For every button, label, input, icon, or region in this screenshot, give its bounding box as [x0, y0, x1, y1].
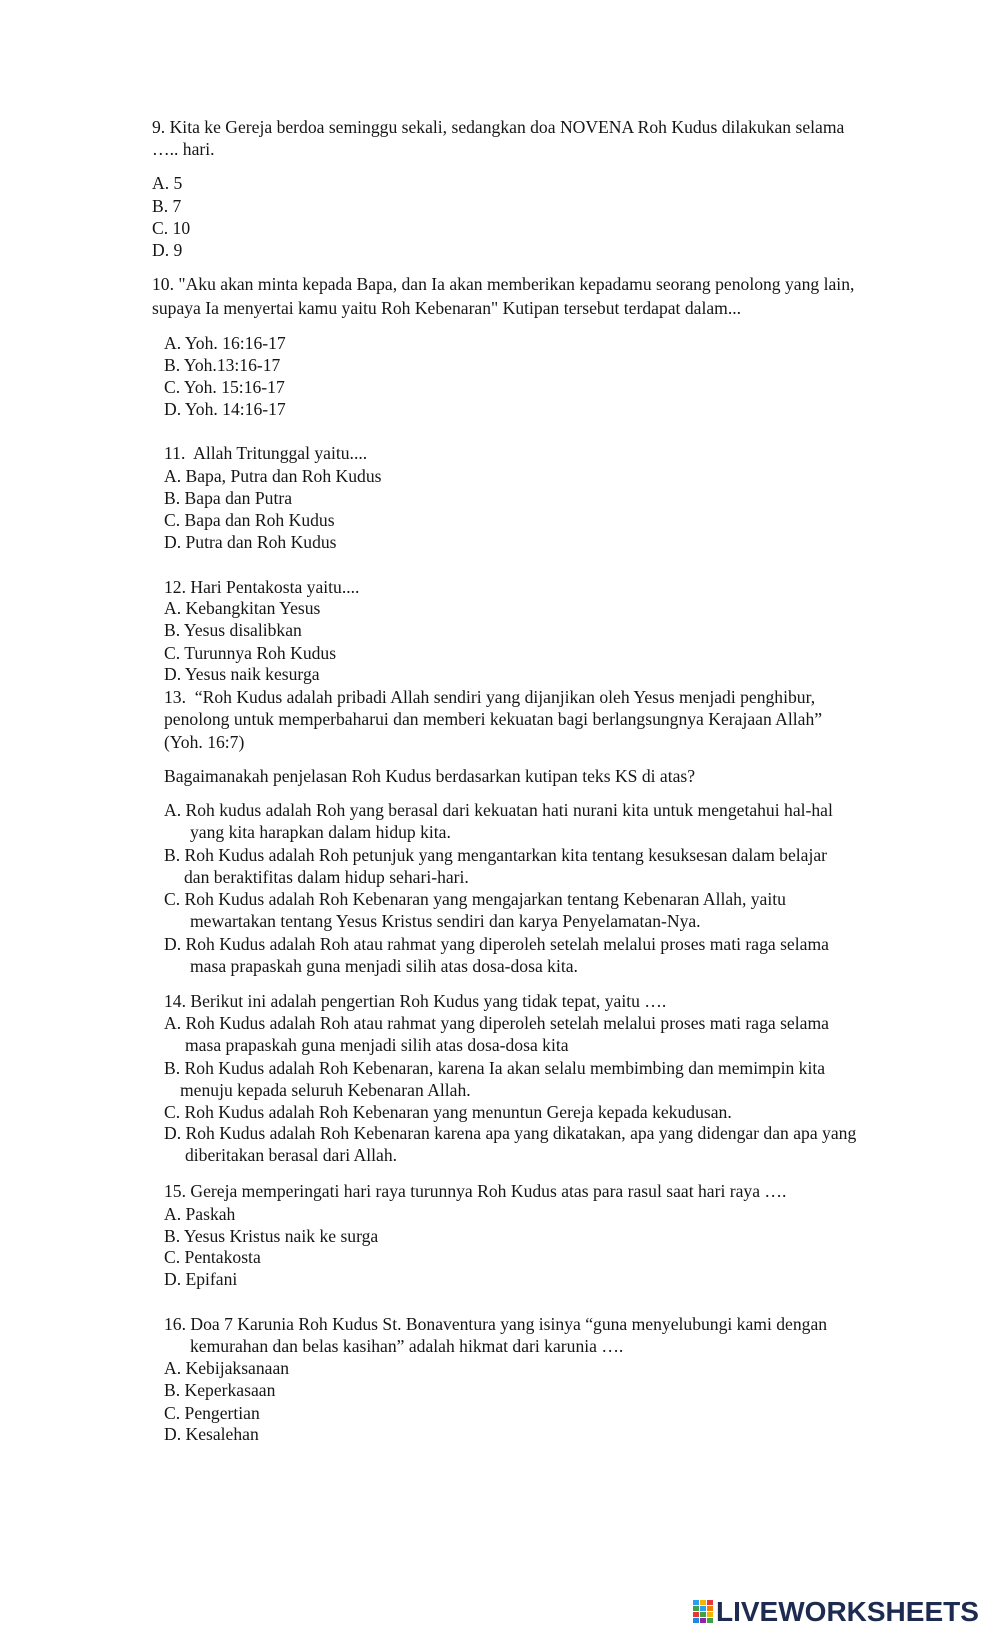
option-line: A. Roh Kudus adalah Roh atau rahmat yang diperoleh setelah melalui proses mati raga selama — [164, 1013, 829, 1033]
q10-option-c: C. Yoh. 15:16-17 — [164, 377, 285, 397]
q16-option-c: C. Pengertian — [164, 1403, 260, 1423]
q12-option-d: D. Yesus naik kesurga — [164, 664, 320, 684]
q14-option-c: C. Roh Kudus adalah Roh Kebenaran yang menuntun Gereja kepada kekudusan. — [164, 1102, 732, 1122]
q10-option-d: D. Yoh. 14:16-17 — [164, 399, 286, 419]
q13-option-c — [164, 888, 786, 932]
question-stem-line: supaya Ia menyertai kamu yaitu Roh Kebenaran" Kutipan tersebut terdapat dalam... — [152, 298, 742, 318]
option-line: B. Roh Kudus adalah Roh Kebenaran, karena Ia akan selalu membimbing dan memimpin kita — [164, 1058, 826, 1078]
option-line-continuation: diberitakan berasal dari Allah. — [185, 1145, 398, 1165]
q16-option-b: B. Keperkasaan — [164, 1380, 276, 1400]
option-line: D. Roh Kudus adalah Roh Kebenaran karena apa yang dikatakan, apa yang didengar dan apa yang — [164, 1123, 857, 1143]
q11-option-b: B. Bapa dan Putra — [164, 488, 293, 508]
option-line: B. Roh Kudus adalah Roh petunjuk yang mengantarkan kita tentang kesuksesan dalam belajar — [164, 845, 828, 865]
question-stem-line: ….. hari. — [152, 139, 215, 159]
question-stem-line: 11. Allah Tritunggal yaitu.... — [164, 443, 368, 463]
q14-option-a — [164, 1012, 829, 1056]
q9-option-c: C. 10 — [152, 218, 191, 238]
question-stem-line: 16. Doa 7 Karunia Roh Kudus St. Bonaventura yang isinya “guna menyelubungi kami dengan — [164, 1314, 828, 1334]
question-stem-line: 9. Kita ke Gereja berdoa seminggu sekali, sedangkan doa NOVENA Roh Kudus dilakukan selama — [152, 117, 845, 137]
q9-option-d: D. 9 — [152, 240, 183, 260]
option-line-continuation: masa prapaskah guna menjadi silih atas dosa-dosa kita — [185, 1035, 569, 1055]
option-line-continuation: yang kita harapkan dalam hidup kita. — [190, 822, 451, 842]
q9-option-b: B. 7 — [152, 196, 182, 216]
q15-option-c: C. Pentakosta — [164, 1247, 261, 1267]
q16-option-d: D. Kesalehan — [164, 1424, 259, 1444]
question-stem-line: 12. Hari Pentakosta yaitu.... — [164, 577, 360, 597]
option-line: C. Roh Kudus adalah Roh Kebenaran yang mengajarkan tentang Kebenaran Allah, yaitu — [164, 889, 786, 909]
q15-option-d: D. Epifani — [164, 1269, 238, 1289]
q13-option-b — [164, 844, 827, 888]
question-stem-line: 10. "Aku akan minta kepada Bapa, dan Ia akan memberikan kepadamu seorang penolong yang lain, — [152, 274, 855, 294]
question-stem-line: kemurahan dan belas kasihan” adalah hikmat dari karunia …. — [190, 1336, 624, 1356]
option-line-continuation: dan beraktifitas dalam hidup sehari-hari. — [184, 867, 469, 887]
q13-option-d — [164, 933, 829, 977]
question-prompt: Bagaimanakah penjelasan Roh Kudus berdasarkan kutipan teks KS di atas? — [164, 766, 696, 786]
option-line-continuation: menuju kepada seluruh Kebenaran Allah. — [180, 1080, 471, 1100]
question-stem-line: 13. “Roh Kudus adalah pribadi Allah sendiri yang dijanjikan oleh Yesus menjadi penghibur, — [164, 687, 816, 707]
question-stem-line: (Yoh. 16:7) — [164, 732, 245, 752]
q13-option-a — [164, 799, 833, 843]
q14-option-b — [164, 1057, 825, 1101]
q9-option-a: A. 5 — [152, 173, 183, 193]
question-stem-line: 14. Berikut ini adalah pengertian Roh Kudus yang tidak tepat, yaitu …. — [164, 991, 667, 1011]
q12-option-a: A. Kebangkitan Yesus — [164, 598, 321, 618]
q10-option-a: A. Yoh. 16:16-17 — [164, 333, 286, 353]
option-line-continuation: mewartakan tentang Yesus Kristus sendiri dan karya Penyelamatan-Nya. — [190, 911, 701, 931]
question-stem-line: 15. Gereja memperingati hari raya turunnya Roh Kudus atas para rasul saat hari raya …. — [164, 1181, 787, 1201]
option-line-continuation: masa prapaskah guna menjadi silih atas dosa-dosa kita. — [190, 956, 578, 976]
q11-option-c: C. Bapa dan Roh Kudus — [164, 510, 335, 530]
q12-option-b: B. Yesus disalibkan — [164, 620, 302, 640]
option-line: D. Roh Kudus adalah Roh atau rahmat yang diperoleh setelah melalui proses mati raga selama — [164, 934, 829, 954]
q12-option-c: C. Turunnya Roh Kudus — [164, 643, 337, 663]
q11-option-a: A. Bapa, Putra dan Roh Kudus — [164, 466, 382, 486]
liveworksheets-blocks-icon — [693, 1600, 714, 1624]
q15-option-a: A. Paskah — [164, 1204, 236, 1224]
q14-option-d — [164, 1122, 856, 1166]
q16-option-a: A. Kebijaksanaan — [164, 1358, 290, 1378]
question-stem-line: penolong untuk memperbaharui dan memberi kekuatan bagi berlangsungnya Kerajaan Allah” — [164, 709, 823, 729]
q11-option-d: D. Putra dan Roh Kudus — [164, 532, 337, 552]
q15-option-b: B. Yesus Kristus naik ke surga — [164, 1226, 379, 1246]
option-line: A. Roh kudus adalah Roh yang berasal dari kekuatan hati nurani kita untuk mengetahui hal-hal — [164, 800, 833, 820]
q10-option-b: B. Yoh.13:16-17 — [164, 355, 281, 375]
liveworksheets-logo-text: LIVEWORKSHEETS — [716, 1596, 979, 1627]
